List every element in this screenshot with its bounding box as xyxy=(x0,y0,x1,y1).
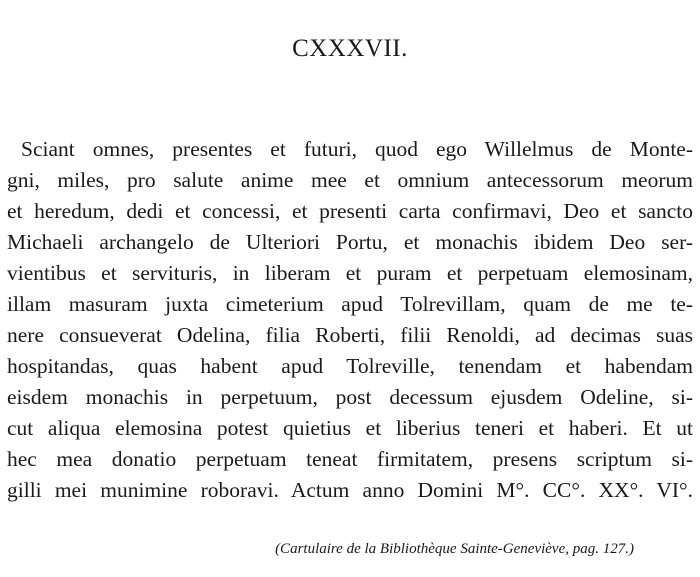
text-line: hospitandas, quas habent apud Tolreville, tenendam et habendam xyxy=(7,354,693,378)
text-line: cut aliqua elemosina potest quietius et liberius teneri et haberi. Et ut xyxy=(7,416,693,440)
text-line: nere consueverat Odelina, filia Roberti, filii Renoldi, ad decimas suas xyxy=(7,323,693,347)
text-line: Michaeli archangelo de Ulteriori Portu, et monachis ibidem Deo ser- xyxy=(7,230,693,254)
text-line: gilli mei munimine roboravi. Actum anno Domini M°. CC°. XX°. VI°. xyxy=(7,478,693,502)
text-line: et heredum, dedi et concessi, et presenti carta confirmavi, Deo et sancto xyxy=(7,199,693,223)
text-line: Sciant omnes, presentes et futuri, quod ego Willelmus de Monte- xyxy=(21,137,693,161)
text-line: hec mea donatio perpetuam teneat firmitatem, presens scriptum si- xyxy=(7,447,693,471)
charter-text xyxy=(7,134,693,506)
text-line: vientibus et servituris, in liberam et puram et perpetuam elemosinam, xyxy=(7,261,693,285)
text-line: eisdem monachis in perpetuum, post decessum ejusdem Odeline, si- xyxy=(7,385,693,409)
charter-number-heading: CXXXVII. xyxy=(292,35,408,62)
source-citation: (Cartulaire de la Bibliothèque Sainte-Geneviève, pag. 127.) xyxy=(275,541,634,557)
text-line: illam masuram juxta cimeterium apud Tolrevillam, quam de me te- xyxy=(7,292,693,316)
text-line: gni, miles, pro salute anime mee et omnium antecessorum meorum xyxy=(7,168,693,192)
